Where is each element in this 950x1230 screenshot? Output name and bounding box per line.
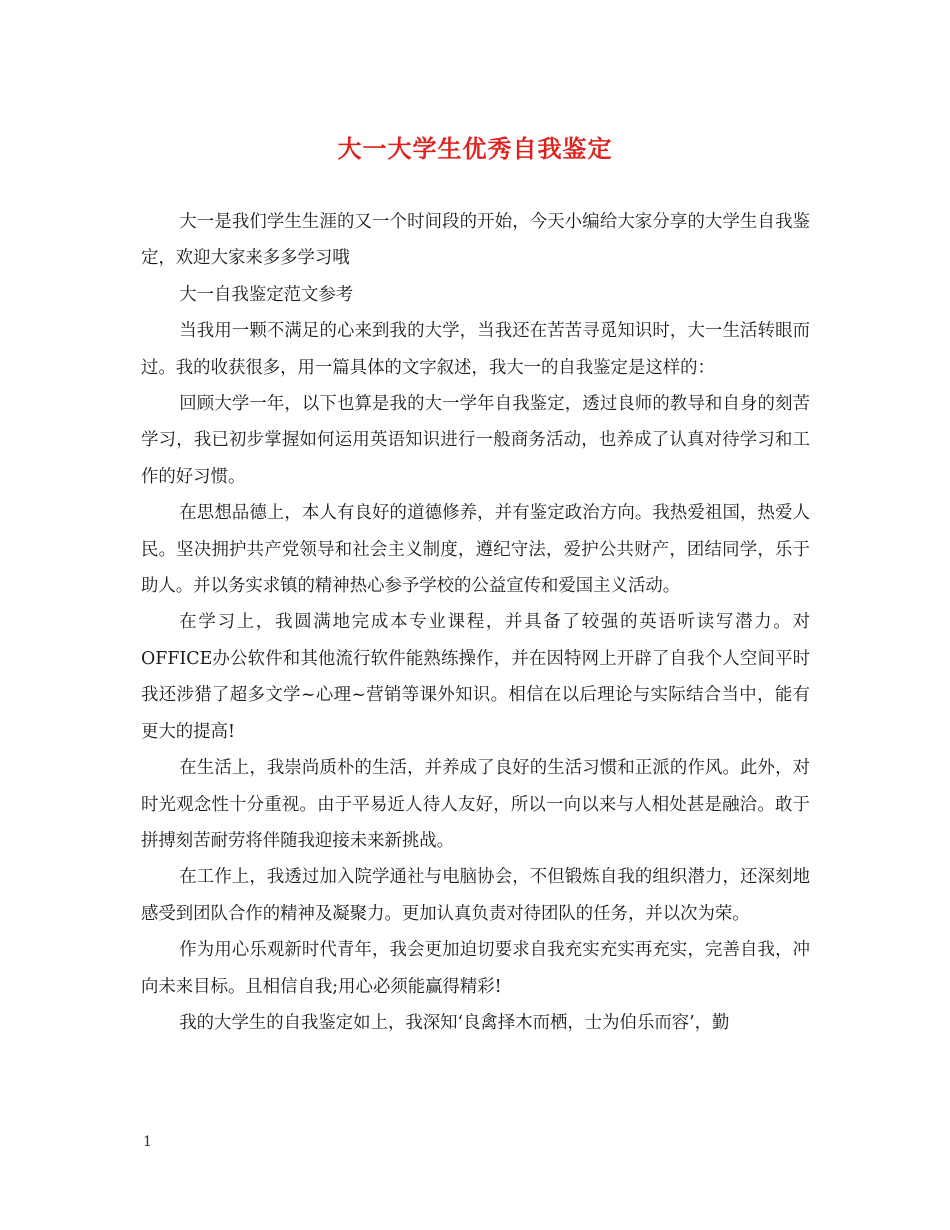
- paragraph-closing: 我的大学生的自我鉴定如上，我深知‘良禽择木而栖，士为伯乐而容’，勤: [179, 1012, 730, 1033]
- paragraph-study: 在学习上，我圆满地完成本专业课程，并具备了较强的英语听读写潜力。对OFFICE办公软件和其他流行软件能熟练操作，并在因特网上开辟了自我个人空间平时我还涉猎了超多文学~心理~营销等课外知识。相信在以后理论与实际结合当中，能有更大的提高!: [141, 612, 810, 742]
- paragraph-life: 在生活上，我崇尚质朴的生活，并养成了良好的生活习惯和正派的作风。此外，对时光观念性十分重视。由于平易近人待人友好，所以一向以来与人相处甚是融洽。敢于拼搏刻苦耐劳将伴随我迎接未来新挑战。: [141, 758, 810, 851]
- page-number: 1: [143, 1134, 152, 1150]
- document-body: [141, 204, 810, 1041]
- page-title: 大一大学生优秀自我鉴定: [337, 134, 613, 163]
- paragraph-opening: 当我用一颗不满足的心来到我的大学，当我还在苦苦寻觅知识时，大一生活转眼而过。我的收获很多，用一篇具体的文字叙述，我大一的自我鉴定是这样的：: [141, 321, 810, 378]
- paragraph-aspiration: 作为用心乐观新时代青年，我会更加迫切要求自我充实充实再充实，完善自我，冲向未来目标。且相信自我;用心必须能赢得精彩!: [141, 940, 810, 997]
- paragraph-review: 回顾大学一年，以下也算是我的大一学年自我鉴定，透过良师的教导和自身的刻苦学习，我已初步掌握如何运用英语知识进行一般商务活动，也养成了认真对待学习和工作的好习惯。: [141, 394, 810, 487]
- paragraph-work: 在工作上，我透过加入院学通社与电脑协会，不但锻炼自我的组织潜力，还深刻地感受到团队合作的精神及凝聚力。更加认真负责对待团队的任务，并以次为荣。: [141, 867, 810, 924]
- paragraph-subheading: 大一自我鉴定范文参考: [179, 284, 354, 305]
- paragraph-intro: 大一是我们学生生涯的又一个时间段的开始，今天小编给大家分享的大学生自我鉴定，欢迎大家来多多学习哦: [141, 212, 810, 269]
- paragraph-ideology: 在思想品德上，本人有良好的道德修养，并有鉴定政治方向。我热爱祖国，热爱人民。坚决拥护共产党领导和社会主义制度，遵纪守法，爱护公共财产，团结同学，乐于助人。并以务实求镇的精神热心参予学校的公益宣传和爱国主义活动。: [141, 503, 810, 597]
